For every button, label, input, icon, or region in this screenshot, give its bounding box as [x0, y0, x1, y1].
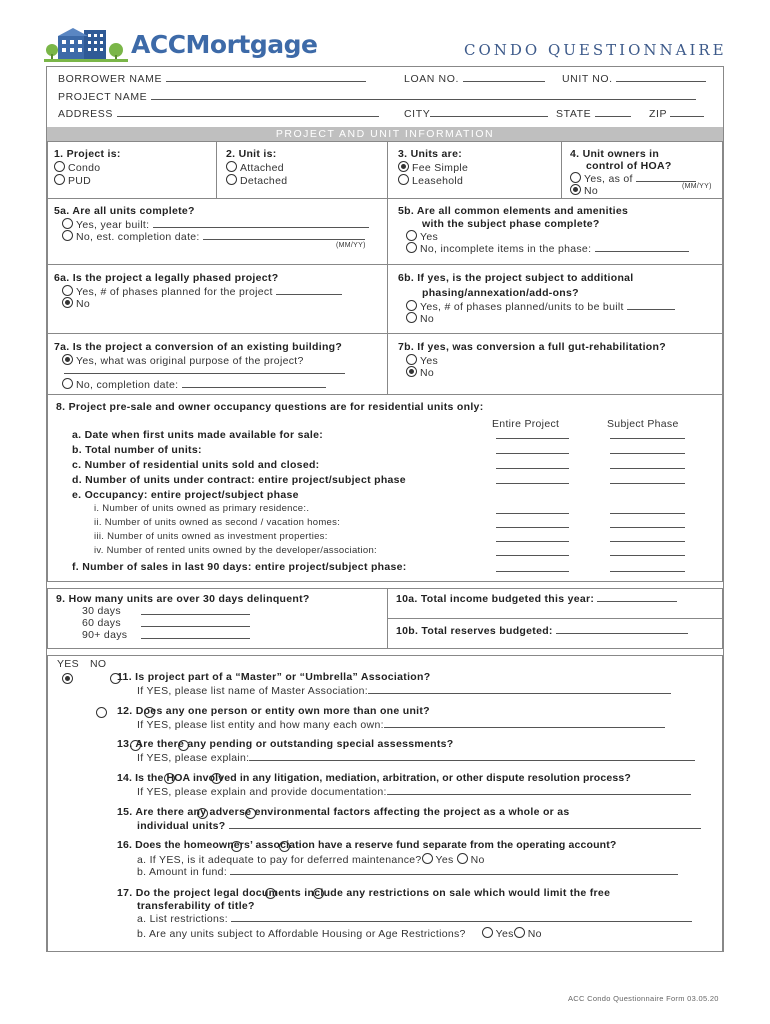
q8-a-subject[interactable] [610, 438, 685, 439]
q8-e3-subject[interactable] [610, 541, 685, 542]
q14-label: 14. Is the HOA involved in any litigation, mediation, arbitration, or other dispute resolution process? [117, 772, 631, 784]
q6a-opt2-label: No [76, 298, 91, 310]
q14-sub-text: If YES, please explain and provide documentation: [137, 786, 387, 798]
q13-label: 13. Are there any pending or outstanding special assessments? [117, 738, 454, 750]
q4-label2: control of HOA? [586, 160, 672, 172]
q15-field[interactable] [229, 828, 701, 829]
q6b-opt2-label: No [420, 313, 435, 325]
q11-sub [137, 685, 671, 697]
q6a-no-radio[interactable] [62, 297, 73, 308]
q2-opt1[interactable] [226, 161, 284, 174]
unit-row [562, 73, 706, 85]
q7a-opt1-label: Yes, what was original purpose of the project? [76, 355, 304, 367]
q8-f-entire[interactable] [496, 571, 569, 572]
q12-label: 12. Does any one person or entity own more than one unit? [117, 705, 430, 717]
q6a-opt1-label: Yes, # of phases planned for the project [76, 286, 273, 298]
q17-label1: 17. Do the project legal documents include any restrictions on sale which would limit the free [117, 887, 611, 899]
q6b-units-field[interactable] [627, 309, 675, 310]
q2-opt1-label: Attached [240, 162, 284, 174]
q8-a-entire[interactable] [496, 438, 569, 439]
q6b-label2: phasing/annexation/add-ons? [422, 287, 579, 299]
q16-a-text: a. If YES, is it adequate to pay for deferred maintenance? [137, 854, 422, 866]
q8-e1-subject[interactable] [610, 513, 685, 514]
q1-opt2[interactable] [54, 174, 91, 187]
q7b-opt1-label: Yes [420, 355, 439, 367]
q8-f: f. Number of sales in last 90 days: entire project/subject phase: [72, 561, 407, 573]
q7a-purpose-field[interactable] [64, 373, 345, 374]
q8-e4: iv. Number of rented units owned by the developer/association: [94, 545, 377, 556]
q8-b-entire[interactable] [496, 453, 569, 454]
q2-detached-radio[interactable] [226, 174, 237, 185]
zip-label: ZIP [649, 108, 667, 120]
q5b-label1: 5b. Are all common elements and amenities [398, 205, 629, 217]
q11-yes-radio[interactable] [62, 673, 73, 684]
project-field[interactable] [151, 99, 696, 100]
q3-opt1-label: Fee Simple [412, 162, 469, 174]
q17b-yes-label: Yes [495, 928, 514, 940]
q8-e2-subject[interactable] [610, 527, 685, 528]
city-label: CITY [404, 108, 431, 120]
q16a-yes-label: Yes [435, 854, 454, 866]
q5a-fmt: (MM/YY) [336, 242, 366, 249]
q3-opt1[interactable] [398, 161, 468, 174]
q11-label: 11. Is project part of a “Master” or “Umbrella” Association? [117, 671, 431, 683]
q8-e: e. Occupancy: entire project/subject phase [72, 489, 299, 501]
q8-a: a. Date when first units made available for sale: [72, 429, 324, 441]
q8-col2: Subject Phase [607, 418, 679, 430]
q16a-yes-radio[interactable] [422, 853, 433, 864]
q2-attached-radio[interactable] [226, 161, 237, 172]
q16a-no-label: No [470, 854, 485, 866]
q7b-label: 7b. If yes, was conversion a full gut-rehabilitation? [398, 341, 666, 353]
q5a-completion-field[interactable] [203, 239, 365, 240]
q5b-no-radio[interactable] [406, 242, 417, 253]
q8-e1-entire[interactable] [496, 513, 569, 514]
q7b-opt2-label: No [420, 367, 435, 379]
q4-opt2-label: No [584, 185, 599, 197]
q5b-opt2[interactable] [406, 242, 689, 255]
q16a-no-radio[interactable] [457, 853, 468, 864]
q17b-yes-radio[interactable] [482, 927, 493, 938]
q6b-no-radio[interactable] [406, 312, 417, 323]
q13-field[interactable] [249, 760, 695, 761]
q13-sub-text: If YES, please explain: [137, 752, 250, 764]
q16-a [137, 853, 485, 866]
q6a-opt1[interactable] [62, 285, 342, 298]
q3-fee-simple-radio[interactable] [398, 161, 409, 172]
q5a-opt1-label: Yes, year built: [76, 219, 150, 231]
unit-field[interactable] [616, 81, 706, 82]
q1-opt1[interactable] [54, 161, 100, 174]
q7a-no-radio[interactable] [62, 378, 73, 389]
q8-e3: iii. Number of units owned as investment properties: [94, 531, 328, 542]
zip-field[interactable] [670, 116, 704, 117]
q6b-yes-radio[interactable] [406, 300, 417, 311]
q5b-label2: with the subject phase complete? [422, 218, 600, 230]
q17-b-text: b. Are any units subject to Affordable Housing or Age Restrictions? [137, 928, 466, 940]
q8-e3-entire[interactable] [496, 541, 569, 542]
q8-e2: ii. Number of units owned as second / vacation homes: [94, 517, 341, 528]
q8-e2-entire[interactable] [496, 527, 569, 528]
q6b-label1: 6b. If yes, is the project subject to additional [398, 272, 634, 284]
q1-pud-radio[interactable] [54, 174, 65, 185]
q3-opt2[interactable] [398, 174, 463, 187]
q9-30: 30 days [82, 605, 121, 617]
q6b-opt1-label: Yes, # of phases planned/units to be built [420, 301, 624, 313]
address-label: ADDRESS [58, 108, 113, 120]
brand-name [131, 30, 318, 59]
q10b-field[interactable] [556, 633, 688, 634]
q7b-opt2[interactable] [406, 366, 434, 379]
q1-opt2-label: PUD [68, 175, 92, 187]
q6b-opt1[interactable] [406, 300, 675, 313]
q4-opt1-label: Yes, as of [584, 173, 633, 185]
loan-row [404, 73, 545, 85]
q4-label1: 4. Unit owners in [570, 148, 660, 160]
q3-leasehold-radio[interactable] [398, 174, 409, 185]
q2-label: 2. Unit is: [226, 148, 277, 160]
q8-f-subject[interactable] [610, 571, 685, 572]
q5b-yes-radio[interactable] [406, 230, 417, 241]
q5b-items-field[interactable] [595, 251, 689, 252]
q10b-text: 10b. Total reserves budgeted: [396, 625, 553, 637]
yes-header: YES [57, 658, 79, 670]
q12-yes-radio[interactable] [96, 707, 107, 718]
q17-label2: transferability of title? [137, 900, 255, 912]
q2-opt2[interactable] [226, 174, 287, 187]
q9-60-field[interactable] [141, 626, 250, 627]
q12-field[interactable] [384, 727, 665, 728]
form-title: CONDO QUESTIONNAIRE [464, 41, 727, 59]
q4-opt2[interactable] [570, 184, 598, 197]
section-header: PROJECT AND UNIT INFORMATION [47, 127, 723, 141]
q10a-text: 10a. Total income budgeted this year: [396, 593, 595, 605]
q9-30-field[interactable] [141, 614, 250, 615]
q8-c: c. Number of residential units sold and closed: [72, 459, 320, 471]
q8-e4-subject[interactable] [610, 555, 685, 556]
q14-sub [137, 786, 691, 798]
q8-b: b. Total number of units: [72, 444, 202, 456]
q12-sub [137, 719, 665, 731]
q16-b-text: b. Amount in fund: [137, 866, 228, 878]
q3-opt2-label: Leasehold [412, 175, 464, 187]
q5a-opt2[interactable] [62, 230, 365, 243]
q9-label: 9. How many units are over 30 days delinquent? [56, 593, 310, 605]
q17-a [137, 913, 692, 925]
q10a-label [396, 593, 677, 605]
borrower-row [58, 73, 366, 85]
q5a-opt2-label: No, est. completion date: [76, 231, 200, 243]
q17-restrictions-field[interactable] [231, 921, 692, 922]
loan-label: LOAN NO. [404, 73, 459, 85]
q15-label1: 15. Are there any adverse environmental factors affecting the project as a whole or as [117, 806, 570, 818]
q4-no-radio[interactable] [570, 184, 581, 195]
q3-label: 3. Units are: [398, 148, 463, 160]
zip-row [649, 108, 704, 120]
q6a-label: 6a. Is the project a legally phased project? [54, 272, 279, 284]
q17b-no-label: No [527, 928, 542, 940]
q7b-no-radio[interactable] [406, 366, 417, 377]
q8-d: d. Number of units under contract: entire project/subject phase [72, 474, 406, 486]
address-field[interactable] [117, 116, 379, 117]
q8-b-subject[interactable] [610, 453, 685, 454]
q4-fmt: (MM/YY) [682, 183, 712, 190]
q11-sub-text: If YES, please list name of Master Association: [137, 685, 369, 697]
q5b-opt2-label: No, incomplete items in the phase: [420, 243, 592, 255]
q4-date-field[interactable] [636, 181, 696, 182]
q8-c-subject[interactable] [610, 468, 685, 469]
q8-col1: Entire Project [492, 418, 560, 430]
q14-field[interactable] [387, 794, 691, 795]
q6a-phases-field[interactable] [276, 294, 342, 295]
q17-a-text: a. List restrictions: [137, 913, 228, 925]
footer-text: ACC Condo Questionnaire Form 03.05.20 [568, 994, 719, 1003]
q1-label: 1. Project is: [54, 148, 121, 160]
q16-label: 16. Does the homeowners’ association have a reserve fund separate from the operating account? [117, 839, 617, 851]
q7a-yes-radio[interactable] [62, 354, 73, 365]
q9-90: 90+ days [82, 629, 128, 641]
state-field[interactable] [595, 116, 631, 117]
q6a-yes-radio[interactable] [62, 285, 73, 296]
q17b-no-radio[interactable] [514, 927, 525, 938]
q9-90-field[interactable] [141, 638, 250, 639]
q10b-label [396, 625, 688, 637]
unit-label: UNIT NO. [562, 73, 613, 85]
q8-e4-entire[interactable] [496, 555, 569, 556]
q5a-no-radio[interactable] [62, 230, 73, 241]
q5a-yes-radio[interactable] [62, 218, 73, 229]
q8-e1: i. Number of units owned as primary residence:. [94, 503, 310, 514]
borrower-field[interactable] [166, 81, 366, 82]
q17-b [137, 927, 542, 940]
q11-field[interactable] [368, 693, 671, 694]
state-row [556, 108, 631, 120]
no-header: NO [90, 658, 107, 670]
brand-acc: ACC [131, 30, 186, 59]
q6b-opt2[interactable] [406, 312, 434, 325]
q13-sub [137, 752, 695, 764]
q12-sub-text: If YES, please list entity and how many each own: [137, 719, 384, 731]
q8-d-entire[interactable] [496, 483, 569, 484]
q15-label2 [137, 820, 701, 832]
q16-b [137, 866, 678, 878]
brand-mortgage: Mortgage [185, 30, 318, 59]
q7a-completion-field[interactable] [182, 387, 326, 388]
logo-icon [44, 26, 128, 64]
q7a-opt2-label: No, completion date: [76, 379, 179, 391]
q8-d-subject[interactable] [610, 483, 685, 484]
loan-field[interactable] [463, 81, 545, 82]
q15-label2-text: individual units? [137, 820, 226, 832]
q4-yes-radio[interactable] [570, 172, 581, 183]
project-label: PROJECT NAME [58, 91, 148, 103]
q7a-opt2[interactable] [62, 378, 326, 391]
q5a-label: 5a. Are all units complete? [54, 205, 195, 217]
q8-label: 8. Project pre-sale and owner occupancy questions are for residential units only: [56, 401, 484, 413]
q1-opt1-label: Condo [68, 162, 101, 174]
q9-60: 60 days [82, 617, 121, 629]
state-label: STATE [556, 108, 592, 120]
borrower-label: BORROWER NAME [58, 73, 163, 85]
q7a-opt1[interactable] [62, 354, 304, 367]
q8-c-entire[interactable] [496, 468, 569, 469]
q1-condo-radio[interactable] [54, 161, 65, 172]
city-row [404, 108, 548, 120]
q16-amount-field[interactable] [230, 874, 678, 875]
q2-opt2-label: Detached [240, 175, 288, 187]
address-row [58, 108, 379, 120]
q10a-field[interactable] [597, 601, 677, 602]
q5a-year-field[interactable] [153, 227, 369, 228]
q7a-label: 7a. Is the project a conversion of an existing building? [54, 341, 343, 353]
q7b-yes-radio[interactable] [406, 354, 417, 365]
city-field[interactable] [430, 116, 548, 117]
project-row [58, 91, 696, 103]
q5b-opt1-label: Yes [420, 231, 439, 243]
q6a-opt2[interactable] [62, 297, 90, 310]
